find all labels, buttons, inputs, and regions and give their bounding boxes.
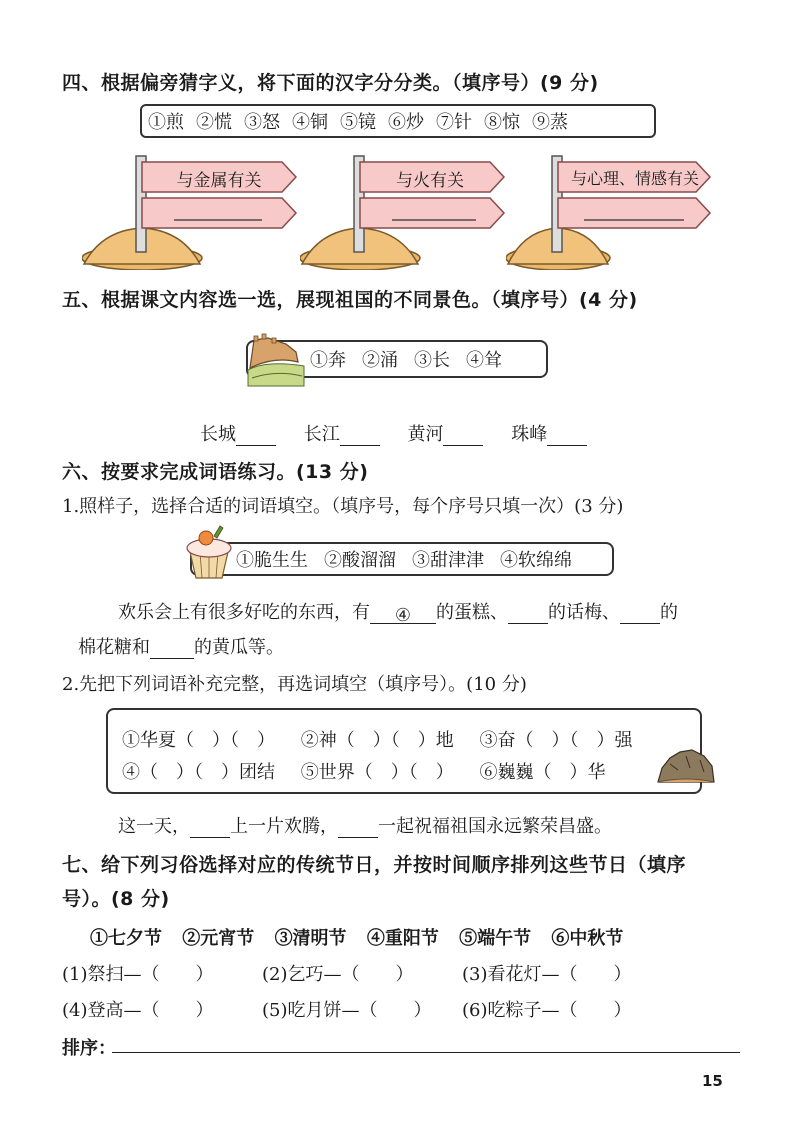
q5-item: 黄河 <box>407 424 444 445</box>
great-wall-icon <box>246 330 306 390</box>
q4-option: ⑧惊 <box>484 112 520 133</box>
order-answer-line[interactable] <box>112 1052 740 1053</box>
q7-title-line1: 七、给下列习俗选择对应的传统节日，并按时间顺序排列这些节日（填序 <box>62 854 687 876</box>
festival-option: ④重阳节 <box>366 928 439 949</box>
rock-icon <box>656 744 716 784</box>
q6-sub2-box <box>106 708 702 794</box>
q5-item: 长江 <box>303 424 340 445</box>
q6-sub1-line1 <box>118 598 678 624</box>
signpost-metal <box>82 152 302 270</box>
festival-option: ⑤端午节 <box>459 928 532 949</box>
q6-option: ②酸溜溜 <box>324 550 396 571</box>
custom-item: (3)看花灯—（ ） <box>462 964 632 985</box>
q5-item: 长城 <box>200 424 236 445</box>
answer-blank[interactable] <box>236 427 276 446</box>
sentence-text: 的 <box>660 602 678 623</box>
q4-option: ⑥炒 <box>388 112 424 133</box>
q4-option: ④铜 <box>292 112 328 133</box>
answer-blank-example: ④ <box>370 605 436 624</box>
answer-blank[interactable] <box>150 640 194 659</box>
q6-sub1-title: 1.照样子，选择合适的词语填空。（填序号，每个序号只填一次）(3 分) <box>62 496 624 517</box>
q7-festivals <box>90 924 623 950</box>
q6-sub2-row2 <box>122 758 605 784</box>
q4-option: ⑤镜 <box>340 112 376 133</box>
cupcake-icon <box>184 524 234 580</box>
idiom-item: ④（ ）（ ）团结 <box>122 762 275 783</box>
q6-sub1-line2 <box>78 633 284 659</box>
idiom-item: ⑥巍巍（ ）华 <box>479 762 606 783</box>
q5-answer-row <box>200 420 587 446</box>
sentence-text: 欢乐会上有很多好吃的东西，有 <box>118 602 370 623</box>
answer-blank[interactable] <box>620 605 660 624</box>
q5-option: ②涌 <box>362 350 398 371</box>
festival-option: ⑥中秋节 <box>551 928 624 949</box>
custom-item: (4)登高—（ ） <box>62 1000 214 1021</box>
custom-item: (2)乞巧—（ ） <box>262 964 414 985</box>
q5-title: 五、根据课文内容选一选，展现祖国的不同景色。（填序号）(4 分) <box>62 289 638 311</box>
q6-option: ③甜津津 <box>412 550 484 571</box>
q6-sub2-title: 2.先把下列词语补充完整，再选词填空（填序号）。(10 分) <box>62 674 527 695</box>
idiom-item: ③奋（ ）（ ）强 <box>479 730 633 751</box>
q7-row2 <box>62 996 632 1022</box>
signpost-emotion <box>506 152 716 270</box>
sentence-text: 的黄瓜等。 <box>194 637 284 658</box>
idiom-item: ②神（ ）（ ）地 <box>300 730 454 751</box>
q6-sub2-row1 <box>122 726 632 752</box>
answer-blank[interactable] <box>547 427 587 446</box>
q4-option: ②慌 <box>196 112 232 133</box>
q6-title: 六、按要求完成词语练习。(13 分) <box>62 461 369 483</box>
sign-label: 与心理、情感有关 <box>570 169 699 188</box>
q6-option: ①脆生生 <box>236 550 308 571</box>
q5-option: ④耸 <box>466 350 502 371</box>
idiom-item: ①华夏（ ）（ ） <box>122 730 275 751</box>
custom-item: (6)吃粽子—（ ） <box>462 1000 632 1021</box>
q4-title: 四、根据偏旁猜字义，将下面的汉字分分类。（填序号）(9 分) <box>62 72 599 94</box>
q7-title-line2: 号）。(8 分) <box>62 888 170 910</box>
page-number: 15 <box>702 1072 723 1090</box>
signpost-fire <box>300 152 520 270</box>
answer-blank[interactable] <box>508 605 548 624</box>
q6-option: ④软绵绵 <box>500 550 572 571</box>
q4-option: ⑦针 <box>436 112 472 133</box>
q4-option: ③怒 <box>244 112 280 133</box>
q4-options-box <box>140 104 656 138</box>
q7-order-label: 排序： <box>62 1038 116 1059</box>
q6-sub2-sentence <box>118 812 612 838</box>
q5-item: 珠峰 <box>511 424 548 445</box>
sign-label: 与金属有关 <box>176 171 262 191</box>
q4-option: ⑨蒸 <box>532 112 568 133</box>
q5-option: ③长 <box>414 350 450 371</box>
sign-label: 与火有关 <box>396 171 464 191</box>
sentence-text: 这一天， <box>118 816 190 837</box>
custom-item: (5)吃月饼—（ ） <box>262 1000 432 1021</box>
answer-blank[interactable] <box>338 819 378 838</box>
sentence-text: 的蛋糕、 <box>436 602 508 623</box>
sentence-text: 棉花糖和 <box>78 637 150 658</box>
custom-item: (1)祭扫—（ ） <box>62 964 214 985</box>
sentence-text: 上一片欢腾， <box>230 816 338 837</box>
sentence-text: 一起祝福祖国永远繁荣昌盛。 <box>378 816 612 837</box>
festival-option: ②元宵节 <box>182 928 255 949</box>
answer-blank[interactable] <box>443 427 483 446</box>
idiom-item: ⑤世界（ ）（ ） <box>300 762 454 783</box>
answer-blank[interactable] <box>190 819 230 838</box>
festival-option: ①七夕节 <box>90 928 162 949</box>
q6-sub1-options-box <box>190 542 614 576</box>
q7-row1 <box>62 960 632 986</box>
answer-blank[interactable] <box>340 427 380 446</box>
festival-option: ③清明节 <box>274 928 347 949</box>
q4-option: ①煎 <box>148 112 184 133</box>
q5-option: ①奔 <box>310 350 346 371</box>
sentence-text: 的话梅、 <box>548 602 620 623</box>
